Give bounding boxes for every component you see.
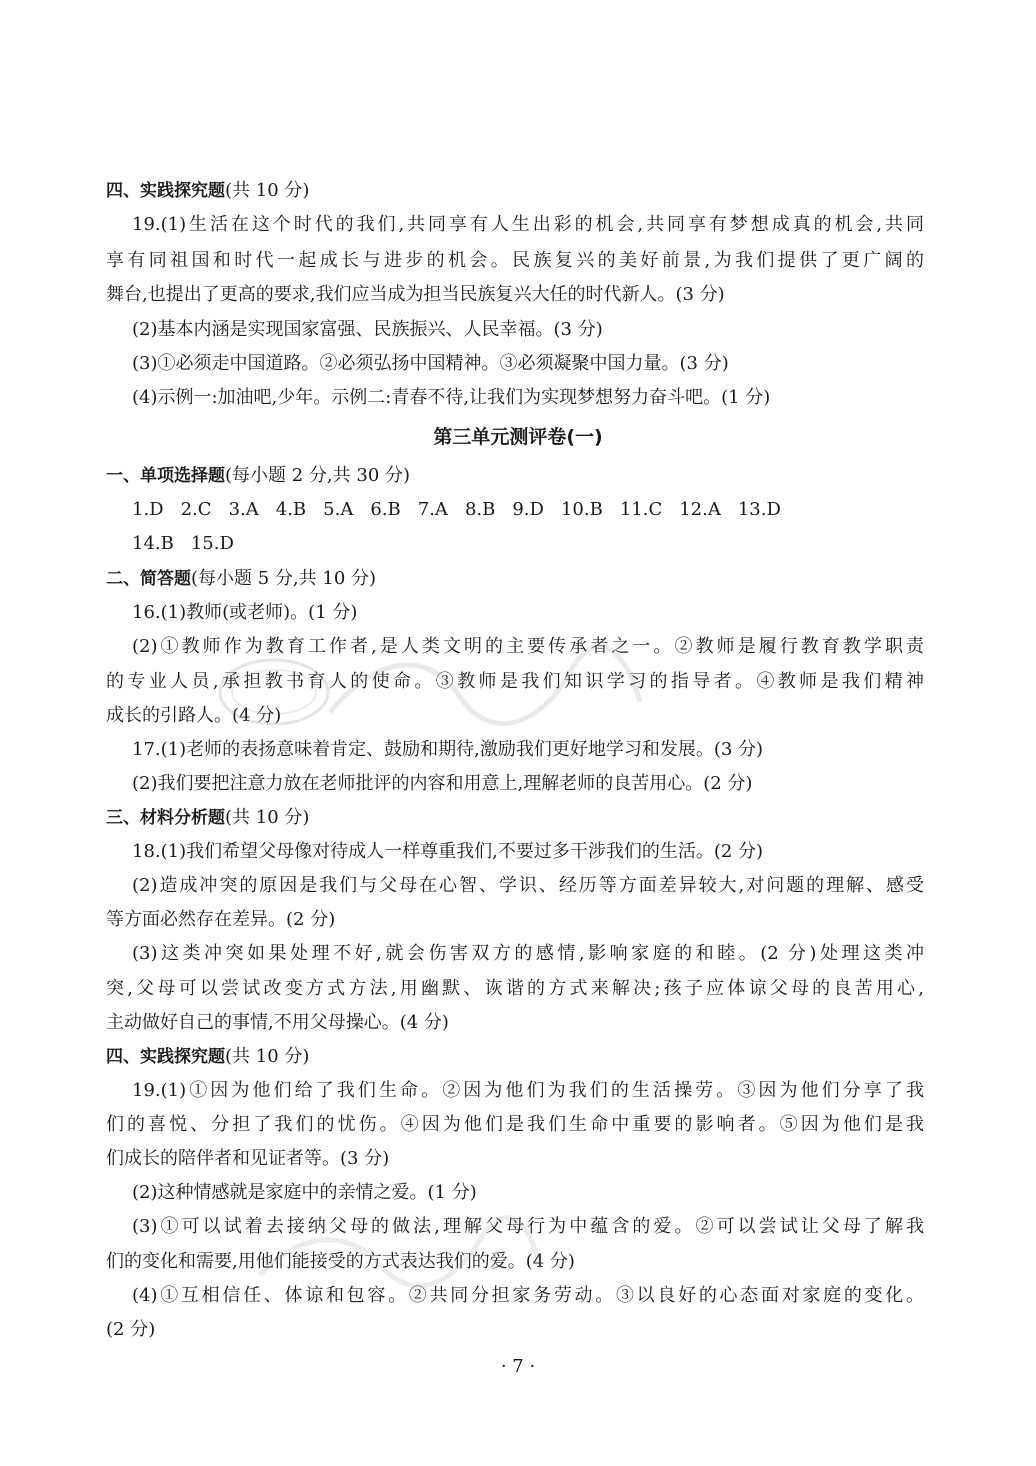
answer-line: 18.(1)我们希望父母像对待成人一样尊重我们,不要过多干涉我们的生活。(2 分) — [132, 841, 764, 862]
mc-answer: 9.D — [512, 499, 544, 520]
answer-line: (2)这种情感就是家庭中的亲情之爱。(1 分) — [132, 1182, 477, 1203]
answer-line: 等方面必然存在差异。(2 分) — [106, 909, 336, 930]
answer-line: 舞台,也提出了更高的要求,我们应当成为担当民族复兴大任的时代新人。(3 分) — [106, 284, 725, 305]
mc-answer: 2.C — [180, 499, 212, 520]
mc-answer: 10.B — [560, 499, 603, 520]
answer-line: 16.(1)教师(或老师)。(1 分) — [132, 602, 358, 623]
mc-answers-row-2 — [132, 527, 924, 561]
mc-answer: 11.C — [619, 499, 663, 520]
section-heading-practice-2: 四、实践探究题(共 10 分) — [106, 1046, 310, 1067]
answer-line: (2)我们要把注意力放在老师批评的内容和用意上,理解老师的良苦用心。(2 分) — [132, 773, 753, 794]
answer-line: 的专业人员,承担教书育人的使命。③教师是我们知识学习的指导者。④教师是我们精神 — [106, 671, 924, 692]
mc-answer: 13.D — [737, 499, 781, 520]
answer-line: 成长的引路人。(4 分) — [106, 705, 282, 726]
watermark-stamp — [214, 652, 334, 732]
section-heading-material-analysis: 三、材料分析题(共 10 分) — [106, 807, 310, 828]
mc-answer: 4.B — [275, 499, 307, 520]
answer-line: (3)①必须走中国道路。②必须弘扬中国精神。③必须凝聚中国力量。(3 分) — [132, 353, 729, 374]
answer-line: 享有同祖国和时代一起成长与进步的机会。民族复兴的美好前景,为我们提供了更广阔的 — [106, 250, 924, 271]
answer-line: (4)示例一:加油吧,少年。示例二:青春不待,让我们为实现梦想努力奋斗吧。(1 分) — [132, 387, 771, 408]
mc-answer: 5.A — [323, 499, 354, 520]
answer-line: 主动做好自己的事情,不用父母操心。(4 分) — [106, 1012, 449, 1033]
mc-answer: 1.D — [132, 499, 164, 520]
answer-line: 17.(1)老师的表扬意味着肯定、鼓励和期待,激励我们更好地学习和发展。(3 分) — [132, 739, 764, 760]
mc-answer: 6.B — [370, 499, 401, 520]
answer-line: 突,父母可以尝试改变方式方法,用幽默、诙谐的方式来解决;孩子应体谅父母的良苦用心, — [106, 978, 924, 999]
mc-answers-row-1 — [132, 493, 924, 527]
answer-line: 19.(1)生活在这个时代的我们,共同享有人生出彩的机会,共同享有梦想成真的机会,共同 — [132, 214, 924, 235]
answer-line: (3)①可以试着去接纳父母的做法,理解父母行为中蕴含的爱。②可以尝试让父母了解我 — [132, 1216, 924, 1237]
mc-answer: 14.B — [132, 533, 174, 554]
answer-line: (2)基本内涵是实现国家富强、民族振兴、人民幸福。(3 分) — [132, 319, 603, 340]
watermark-swash — [250, 1215, 550, 1295]
answer-line: 们的变化和需要,用他们能接受的方式表达我们的爱。(4 分) — [106, 1251, 575, 1272]
mc-answer: 12.A — [679, 499, 721, 520]
section-heading-multiple-choice: 一、单项选择题(每小题 2 分,共 30 分) — [106, 465, 411, 486]
answer-line: (2 分) — [106, 1319, 156, 1340]
watermark-swash — [320, 642, 650, 732]
mc-answer: 15.D — [190, 533, 234, 554]
answer-line: 们的喜悦、分担了我们的忧伤。④因为他们是我们生命中重要的影响者。⑤因为他们是我 — [106, 1114, 924, 1135]
mc-answer: 3.A — [228, 499, 259, 520]
section-heading-practice-1: 四、实践探究题(共 10 分) — [106, 180, 310, 201]
section-heading-short-answer: 二、简答题(每小题 5 分,共 10 分) — [106, 568, 377, 589]
answer-line: (2)造成冲突的原因是我们与父母在心智、学识、经历等方面差异较大,对问题的理解、感受 — [132, 875, 924, 896]
answer-line: 19.(1)①因为他们给了我们生命。②因为他们为我们的生活操劳。③因为他们分享了我 — [132, 1080, 924, 1101]
answer-line: (2)①教师作为教育工作者,是人类文明的主要传承者之一。②教师是履行教育教学职责 — [132, 636, 924, 657]
unit-title: 第三单元测评卷(一) — [433, 426, 603, 448]
mc-answer: 8.B — [464, 499, 496, 520]
answer-line: (3)这类冲突如果处理不好,就会伤害双方的感情,影响家庭的和睦。(2 分)处理这类冲 — [132, 943, 924, 964]
answer-line: 们成长的陪伴者和见证者等。(3 分) — [106, 1148, 390, 1169]
page-number: · 7 · — [500, 1356, 536, 1377]
answer-line: (4)①互相信任、体谅和包容。②共同分担家务劳动。③以良好的心态面对家庭的变化。 — [132, 1285, 924, 1306]
mc-answer: 7.A — [417, 499, 448, 520]
